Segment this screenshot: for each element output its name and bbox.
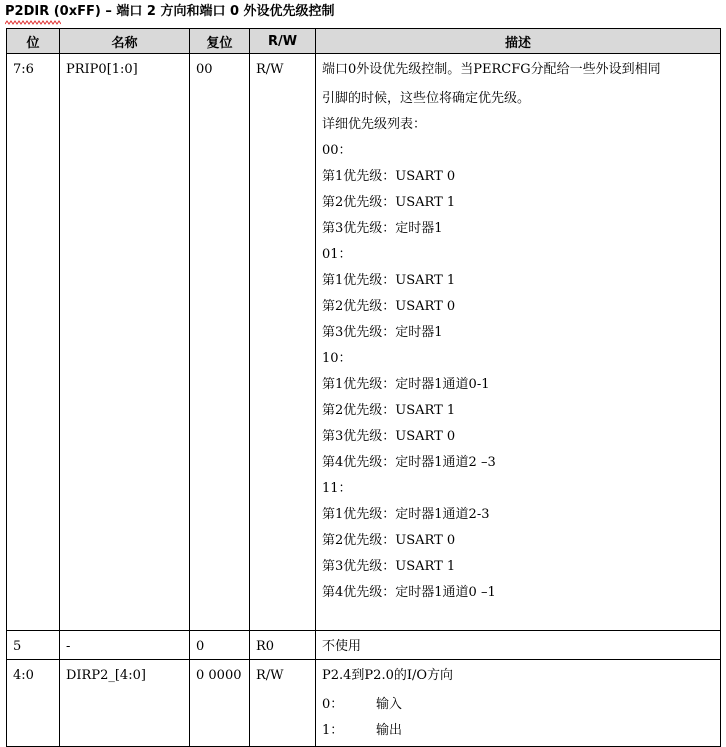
header-reset: 复位 xyxy=(190,29,250,54)
table-header-row xyxy=(7,29,721,54)
header-name: 名称 xyxy=(60,29,190,54)
cell-name: PRIP0[1:0] xyxy=(60,54,190,631)
cell-name: DIRP2_[4:0] xyxy=(60,660,190,747)
cell-description xyxy=(316,54,721,631)
desc-line: 第3优先级：定时器1 xyxy=(322,221,443,236)
desc-line: 第2优先级：USART 0 xyxy=(322,533,456,548)
desc-line: 第4优先级：定时器1通道0 –1 xyxy=(322,585,496,600)
option-label: 输出 xyxy=(376,723,403,738)
desc-line: 第1优先级：定时器1通道2-3 xyxy=(322,507,490,522)
table-row xyxy=(7,660,721,747)
option-key: 1： xyxy=(322,723,344,738)
desc-line: 第1优先级：USART 1 xyxy=(322,273,456,288)
table-row xyxy=(7,631,721,660)
desc-line: 01： xyxy=(322,247,352,262)
desc-line: 00： xyxy=(322,143,352,158)
desc-line: 第2优先级：USART 1 xyxy=(322,195,456,210)
register-table xyxy=(6,28,721,747)
desc-line: 第4优先级：定时器1通道2 –3 xyxy=(322,455,496,470)
desc-line: 第1优先级：USART 0 xyxy=(322,169,456,184)
register-title: P2DIR (0xFF) – 端口 2 方向和端口 0 外设优先级控制 xyxy=(5,4,335,19)
cell-rw: R0 xyxy=(250,631,316,660)
cell-reset: 00 xyxy=(190,54,250,631)
desc-line: 第3优先级：USART 0 xyxy=(322,429,456,444)
desc-line: P2.4到P2.0的I/O方向 xyxy=(322,668,454,683)
cell-name: - xyxy=(60,631,190,660)
table-row xyxy=(7,54,721,631)
header-description: 描述 xyxy=(316,29,721,54)
cell-bit: 7:6 xyxy=(7,54,60,631)
cell-bit: 4:0 xyxy=(7,660,60,747)
desc-line: 11： xyxy=(322,481,352,496)
desc-line: 详细优先级列表： xyxy=(322,117,427,132)
option-label: 输入 xyxy=(376,697,403,712)
option-line xyxy=(322,692,714,718)
header-bit: 位 xyxy=(7,29,60,54)
header-rw: R/W xyxy=(250,29,316,54)
desc-line: 第3优先级：USART 1 xyxy=(322,559,456,574)
desc-line: 第1优先级：定时器1通道0-1 xyxy=(322,377,490,392)
desc-line: 第2优先级：USART 1 xyxy=(322,403,456,418)
cell-reset: 0 xyxy=(190,631,250,660)
cell-reset: 0 0000 xyxy=(190,660,250,747)
desc-line: 引脚的时候，这些位将确定优先级。 xyxy=(322,91,531,106)
desc-line: 10： xyxy=(322,351,352,366)
cell-rw: R/W xyxy=(250,54,316,631)
option-key: 0： xyxy=(322,697,344,712)
cell-bit: 5 xyxy=(7,631,60,660)
desc-line: 端口0外设优先级控制。当PERCFG分配给一些外设到相同 xyxy=(322,62,661,77)
desc-line: 第2优先级：USART 0 xyxy=(322,299,456,314)
desc-line: 第3优先级：定时器1 xyxy=(322,325,443,340)
cell-description xyxy=(316,660,721,747)
spellcheck-underline xyxy=(5,20,61,25)
cell-description: 不使用 xyxy=(316,631,721,660)
cell-rw: R/W xyxy=(250,660,316,747)
